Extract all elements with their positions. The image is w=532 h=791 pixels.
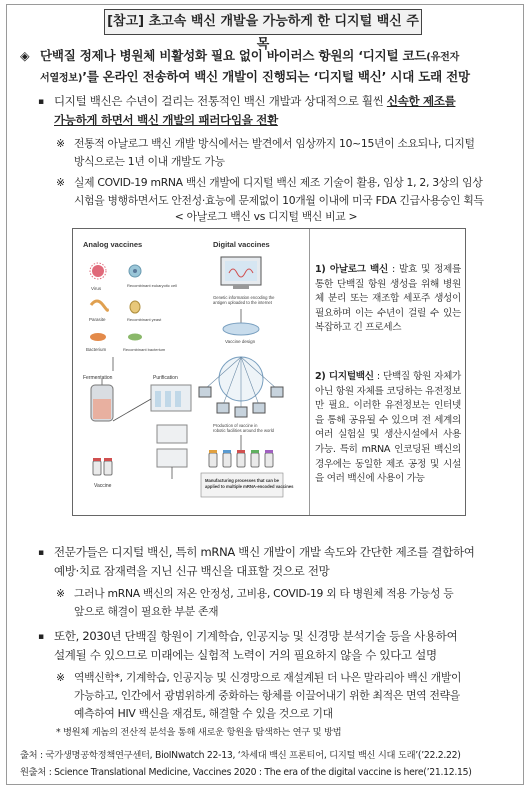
cloud-icon bbox=[223, 323, 259, 335]
bullet3-line2: 설계될 수 있으므로 미래에는 실험적 노력이 거의 필요하지 않을 수 있다고 설명 bbox=[54, 648, 437, 662]
note-marker: ※ bbox=[56, 137, 65, 150]
genetic-info-label: Genetic information encoding the antigen uploaded to the internet bbox=[213, 295, 275, 305]
vaccine-comparison-figure bbox=[72, 228, 466, 516]
purification-icon bbox=[151, 385, 191, 467]
footnote: * 병원체 게놈의 전산적 분석을 통해 새로운 항원을 탐색하는 연구 및 방법 bbox=[56, 727, 342, 738]
figure-illustration bbox=[73, 229, 309, 515]
analog-title: Analog vaccines bbox=[83, 240, 143, 249]
note-marker: ※ bbox=[56, 587, 65, 600]
figure-divider bbox=[309, 229, 310, 515]
purification-label: Purification bbox=[153, 375, 178, 381]
note3-line1: 그러나 mRNA 백신의 저온 안정성, 고비용, COVID-19 외 타 병원체 적용 가능성 등 bbox=[74, 587, 454, 600]
main-heading-line1: 단백질 정제나 병원체 비활성화 필요 없이 바이러스 항원의 ‘디지털 코드(유전자 bbox=[40, 48, 460, 63]
parasite-label: Parasite bbox=[89, 317, 106, 322]
global-network-icon bbox=[199, 357, 283, 417]
note4-line1: 역백신학*, 기계학습, 인공지능 및 신경망으로 재설계된 더 나은 말라리아 백신 개발이 bbox=[74, 671, 462, 684]
computer-icon bbox=[221, 257, 261, 289]
digital-title: Digital vaccines bbox=[213, 240, 270, 249]
vaccine-design-label: Vaccine design bbox=[225, 339, 256, 344]
recombinant-yeast-label: Recombinant yeast bbox=[127, 317, 162, 322]
note1-line2: 방식으로는 1년 이내 개발도 가능 bbox=[74, 155, 225, 168]
bacterium-label: Bacterium bbox=[86, 347, 107, 352]
recombinant-yeast-icon bbox=[130, 301, 140, 313]
digital-explanation: 2) 디지털백신 : 단백질 항원 자체가 아닌 항원 자체를 코딩하는 유전정보만 필요. 이러한 유전정보는 인터넷을 통해 공유될 수 있으며 전 세계의 여러 실험실 및 생산시설에서 사용 가능. 특히 mRNA 인코딩된 백신의 경우에는 동일한 제조 공정 및 시설을 여러 백신에 사용이 가능 bbox=[315, 370, 462, 485]
note2-line1: 실제 COVID-19 mRNA 백신 개발에 디지털 백신 제조 기술이 활용, 임상 1, 2, 3상의 임상 bbox=[74, 176, 483, 189]
source-line: 출처 : 국가생명공학정책연구센터, BioINwatch 22-13, ‘차세대 백신 프론티어, 디지털 백신 시대 도래’(’22.2.22) bbox=[20, 750, 461, 761]
bullet-marker: ▪ bbox=[38, 97, 44, 107]
fermentation-label: Fermentation bbox=[83, 375, 113, 381]
heading-marker: ◈ bbox=[20, 48, 30, 63]
virus-label: Virus bbox=[91, 286, 102, 291]
bullet-marker: ▪ bbox=[38, 632, 44, 642]
parasite-icon bbox=[91, 301, 108, 310]
bacterium-icon bbox=[90, 333, 106, 341]
manufacturing-label: Manufacturing processes that can be applied to multiple mRNA-encoded vaccines bbox=[205, 478, 294, 489]
recombinant-cell-label: Recombinant eukaryotic cell bbox=[127, 283, 178, 288]
bullet1-line1: 디지털 백신은 수년이 걸리는 전통적인 백신 개발과 상대적으로 훨씬 신속한 제조를 bbox=[54, 94, 456, 108]
bullet2-line2: 예방·치료 잠재력을 지닌 신규 백신을 대표할 것으로 전망 bbox=[54, 564, 330, 578]
production-label: Production of vaccine in robotic facilities around the world bbox=[213, 423, 274, 433]
note1-line1: 전통적 아날로그 백신 개발 방식에서는 발견에서 임상까지 10~15년이 소요되나, 디지털 bbox=[74, 137, 475, 150]
vaccine-vials-icon bbox=[93, 458, 112, 475]
figure-explanation bbox=[315, 229, 461, 487]
main-heading-line2: 서열정보)’를 온라인 전송하여 백신 개발이 진행되는 ‘디지털 백신’ 시대 도래 전망 bbox=[40, 69, 470, 84]
note-marker: ※ bbox=[56, 671, 65, 684]
bullet1-line2: 가능하게 하면서 백신 개발의 패러다임을 전환 bbox=[54, 113, 278, 127]
virus-icon bbox=[90, 263, 106, 279]
note3-line2: 앞으로 해결이 필요한 부분 존재 bbox=[74, 605, 219, 618]
note-marker: ※ bbox=[56, 176, 65, 189]
original-source-line: 원출처 : Science Translational Medicine, Vaccines 2020 : The era of the digital vaccine is here(’21.12.15) bbox=[20, 767, 472, 778]
figure-caption: < 아날로그 백신 vs 디지털 백신 비교 > bbox=[174, 210, 358, 223]
vaccine-label: Vaccine bbox=[94, 483, 112, 489]
mrna-vials-icon bbox=[209, 450, 273, 467]
analog-explanation: 1) 아날로그 백신 : 발효 및 정제를 통한 단백질 항원 생성을 위해 병원체 분리 또는 재조합 세포주 생성이 필요하며 이는 수년이 걸릴 수 있는 복잡하고 긴 프로세스 bbox=[315, 264, 461, 334]
note4-line3: 예측하여 HIV 백신을 재검토, 해결할 수 있을 것으로 기대 bbox=[74, 707, 333, 720]
svg-text:Recombinant eukaryotic cell bbox=[127, 283, 177, 288]
bullet-marker: ▪ bbox=[38, 548, 44, 558]
bullet2-line1: 전문가들은 디지털 백신, 특히 mRNA 백신 개발이 개발 속도와 간단한 제조를 결합하여 bbox=[54, 545, 475, 559]
note4-line2: 가능하고, 인간에서 광범위하게 중화하는 항체를 이끌어내기 위한 최적은 면역 전략을 bbox=[74, 689, 460, 702]
note2-line2: 시험을 병행하면서도 안전성·효능에 문제없이 10개월 이내에 미국 FDA 긴급사용승인 획득 bbox=[74, 194, 484, 207]
fermenter-icon bbox=[91, 379, 113, 421]
recombinant-bacterium-label: Recombinant bacterium bbox=[123, 347, 166, 352]
bullet3-line1: 또한, 2030년 단백질 항원이 기계학습, 인공지능 및 신경망 분석기술 등을 사용하여 bbox=[54, 629, 458, 643]
recombinant-bacterium-icon bbox=[128, 334, 142, 341]
page-title: [참고] 초고속 백신 개발을 가능하게 한 디지털 백신 주목 bbox=[104, 9, 422, 35]
